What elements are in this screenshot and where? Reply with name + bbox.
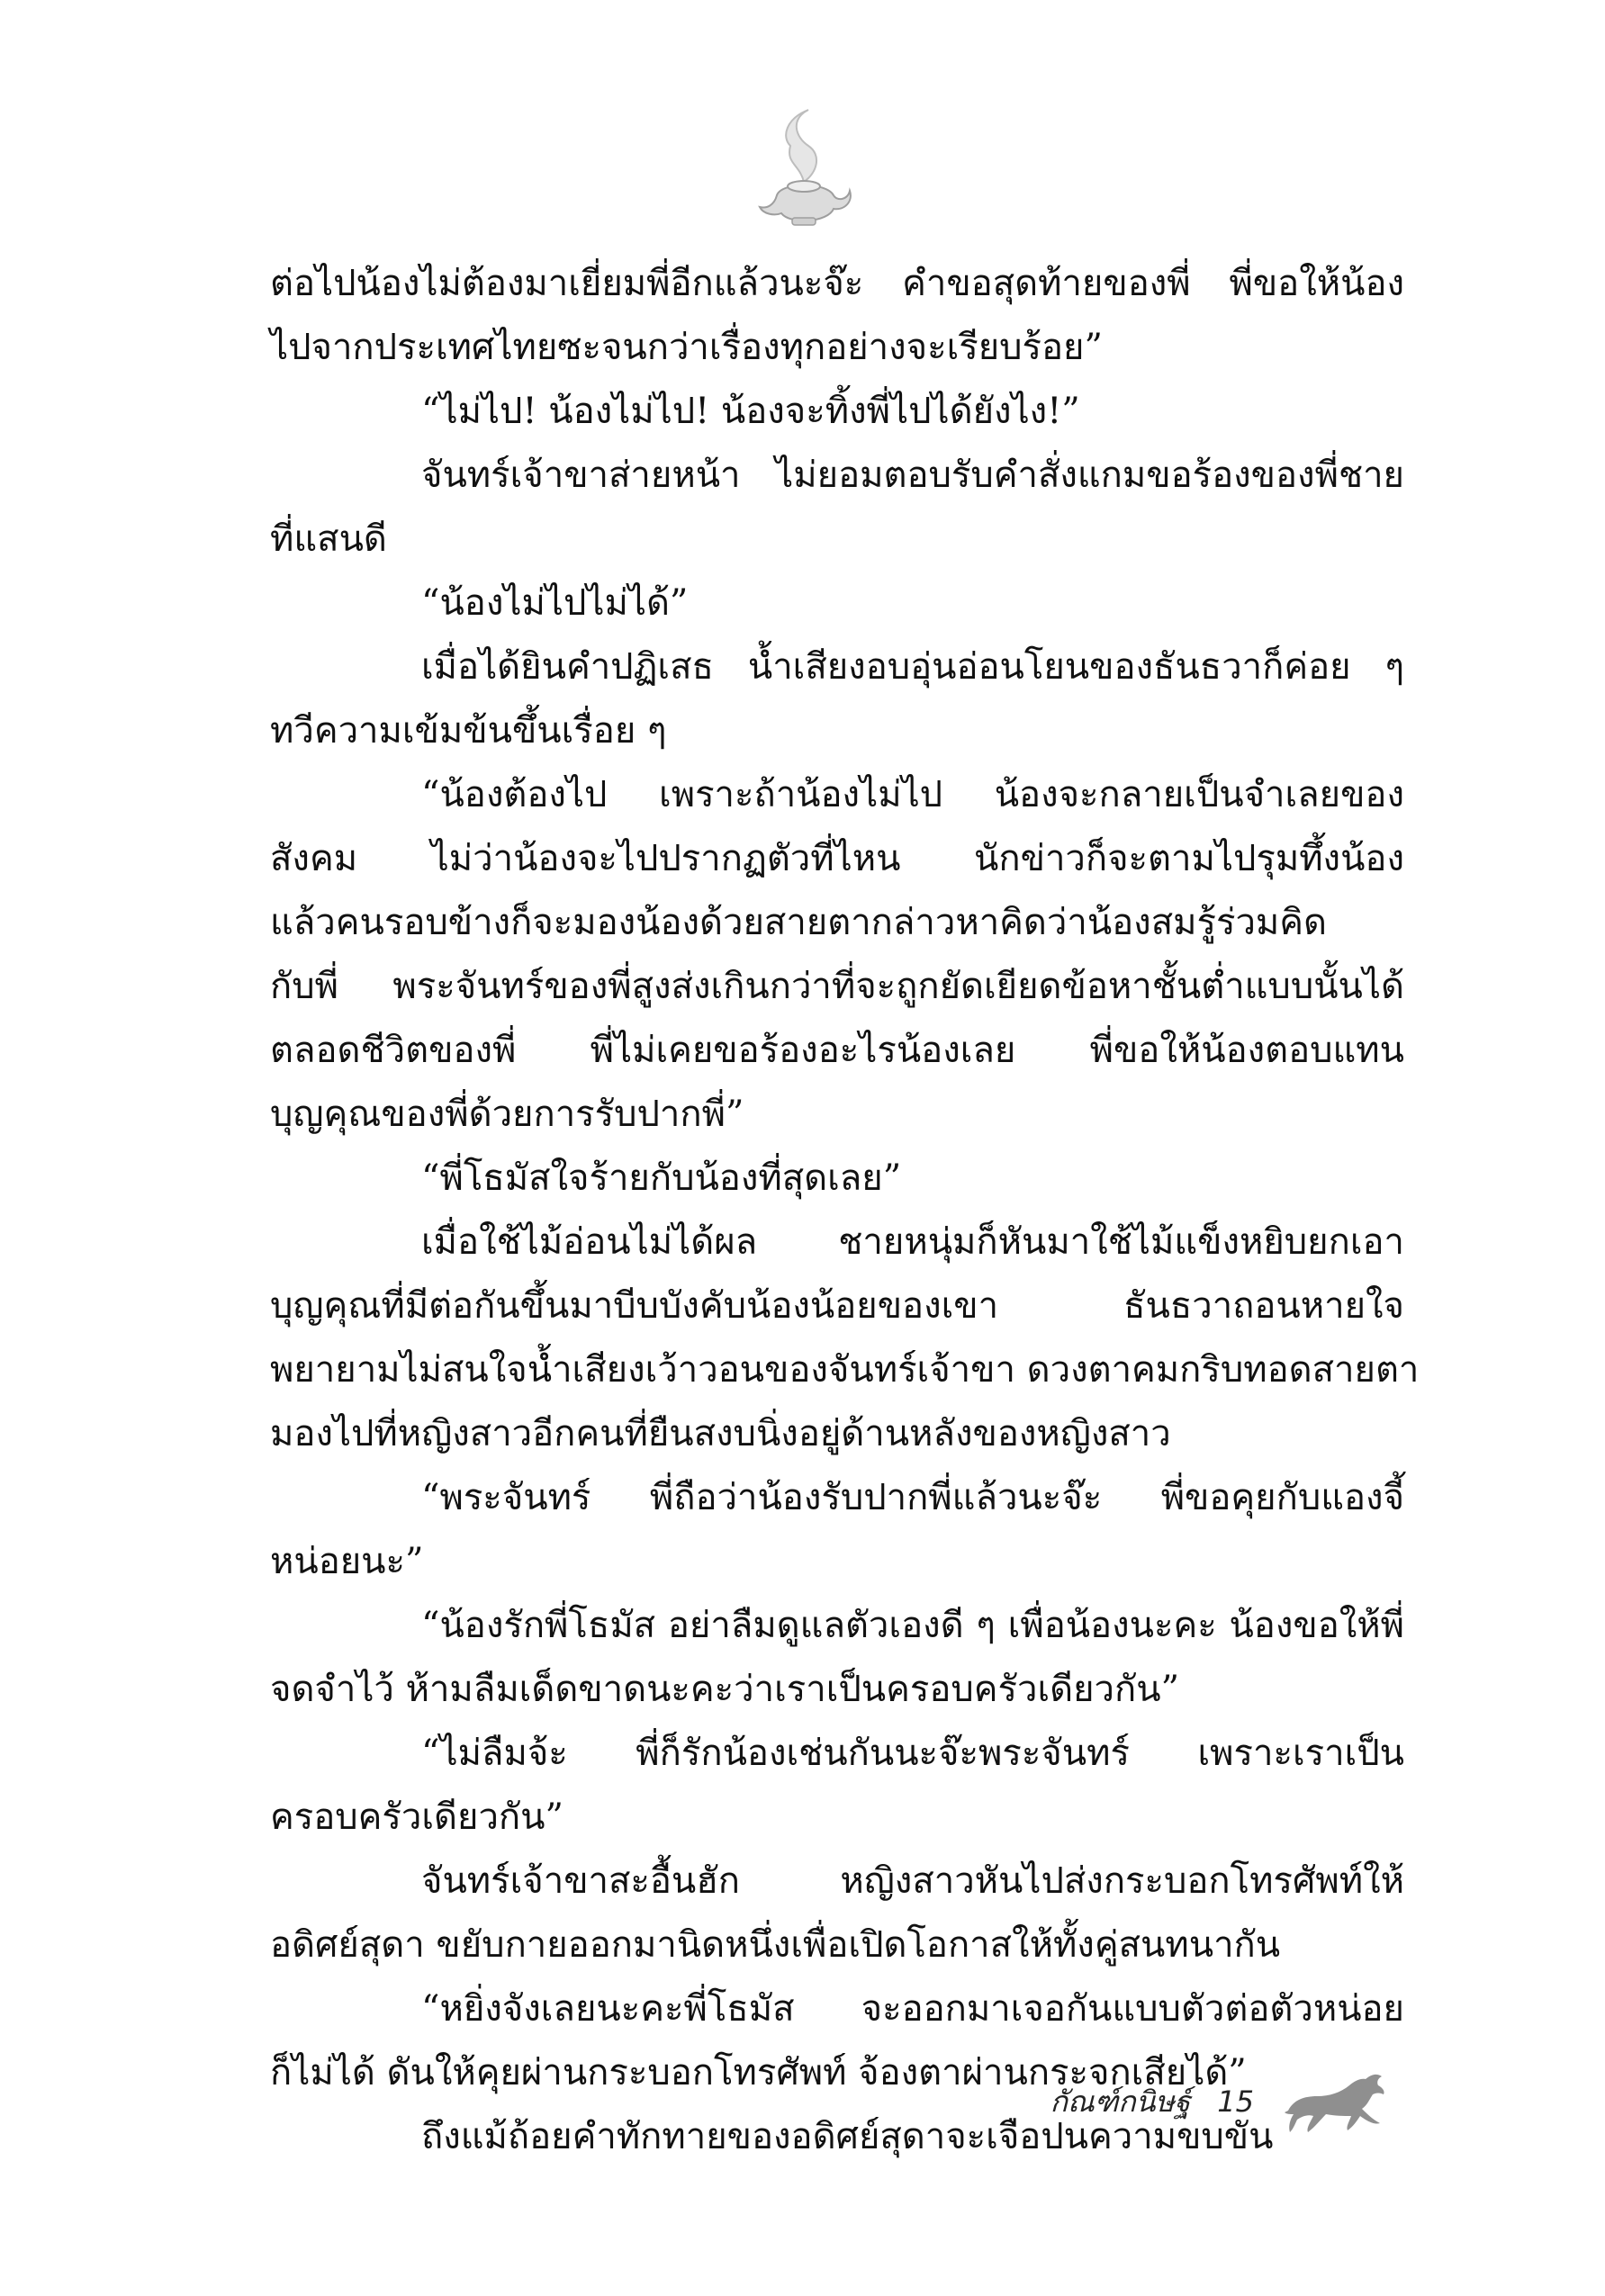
text-line: ก็ไม่ได้ ดันให้คุยผ่านกระบอกโทรศัพท์ จ้องตาผ่านกระจกเสียได้” [270, 2052, 1247, 2093]
text-line: จดจำไว้ ห้ามลืมเด็ดขาดนะคะว่าเราเป็นครอบครัวเดียวกัน” [270, 1669, 1180, 1710]
genie-lamp-icon [754, 101, 853, 236]
text-line: หน่อยนะ” [270, 1541, 424, 1582]
text-line: พยายามไม่สนใจน้ำเสียงเว้าวอนของจันทร์เจ้าขา ดวงตาคมกริบทอดสายตา [270, 1349, 1420, 1391]
text-line: “พี่โธมัสใจร้ายกับน้องที่สุดเลย” [421, 1157, 902, 1199]
text-line: “น้องรักพี่โธมัส อย่าลืมดูแลตัวเองดี ๆ เพื่อน้องนะคะ น้องขอให้พี่ [421, 1605, 1404, 1646]
text-line: จันทร์เจ้าขาส่ายหน้า ไม่ยอมตอบรับคำสั่งแกมขอร้องของพี่ชาย [421, 455, 1404, 496]
text-line: “น้องต้องไป เพราะถ้าน้องไม่ไป น้องจะกลายเป็นจำเลยของ [421, 774, 1404, 815]
text-line: กับพี่ พระจันทร์ของพี่สูงส่งเกินกว่าที่จะถูกยัดเยียดข้อหาชั้นต่ำแบบนั้นได้ [270, 966, 1404, 1007]
text-line: แล้วคนรอบข้างก็จะมองน้องด้วยสายตากล่าวหาคิดว่าน้องสมรู้ร่วมคิด [270, 902, 1328, 943]
text-line: “พระจันทร์ พี่ถือว่าน้องรับปากพี่แล้วนะจ๊ะ พี่ขอคุยกับแองจี้ [421, 1477, 1404, 1518]
page-footer [1050, 2066, 1389, 2138]
text-line: บุญคุณของพี่ด้วยการรับปากพี่” [270, 1094, 744, 1135]
text-line: ครอบครัวเดียวกัน” [270, 1796, 564, 1838]
text-line: ทวีความเข้มข้นขึ้นเรื่อย ๆ [270, 710, 667, 752]
text-line: ไปจากประเทศไทยซะจนกว่าเรื่องทุกอย่างจะเรียบร้อย” [270, 327, 1103, 368]
text-line: “ไม่ไป! น้องไม่ไป! น้องจะทิ้งพี่ไปได้ยังไง!” [421, 391, 1080, 432]
text-line: ที่แสนดี [270, 518, 387, 560]
text-line: อดิศย์สุดา ขยับกายออกมานิดหนึ่งเพื่อเปิดโอกาสให้ทั้งคู่สนทนากัน [270, 1924, 1281, 1966]
text-line: ถึงแม้ถ้อยคำทักทายของอดิศย์สุดาจะเจือปนความขบขัน [421, 2116, 1274, 2157]
running-horse-icon [1281, 2066, 1389, 2138]
text-line: “หยิ่งจังเลยนะคะพี่โธมัส จะออกมาเจอกันแบบตัวต่อตัวหน่อย [421, 1988, 1404, 2030]
text-line: จันทร์เจ้าขาสะอื้นฮัก หญิงสาวหันไปส่งกระบอกโทรศัพท์ให้ [421, 1860, 1404, 1902]
text-line: เมื่อได้ยินคำปฏิเสธ น้ำเสียงอบอุ่นอ่อนโยนของธันธวาก็ค่อย ๆ [421, 646, 1404, 688]
text-line: ตลอดชีวิตของพี่ พี่ไม่เคยขอร้องอะไรน้องเลย พี่ขอให้น้องตอบแทน [270, 1030, 1404, 1071]
text-line: บุญคุณที่มีต่อกันขึ้นมาบีบบังคับน้องน้อยของเขา ธันธวาถอนหายใจ [270, 1285, 1404, 1327]
text-line: สังคม ไม่ว่าน้องจะไปปรากฏตัวที่ไหน นักข่าวก็จะตามไปรุมทึ้งน้อง [270, 838, 1404, 879]
book-title: กัณฑ์กนิษฐ์ [1050, 2084, 1191, 2119]
text-line: “น้องไม่ไปไม่ได้” [421, 582, 689, 624]
text-line: เมื่อใช้ไม้อ่อนไม่ได้ผล ชายหนุ่มก็หันมาใช้ไม้แข็งหยิบยกเอา [421, 1221, 1404, 1263]
text-line: มองไปที่หญิงสาวอีกคนที่ยืนสงบนิ่งอยู่ด้านหลังของหญิงสาว [270, 1413, 1171, 1454]
page-number: 15 [1217, 2084, 1254, 2119]
text-line: “ไม่ลืมจ้ะ พี่ก็รักน้องเช่นกันนะจ๊ะพระจันทร์ เพราะเราเป็น [421, 1733, 1404, 1774]
text-line: ต่อไปน้องไม่ต้องมาเยี่ยมพี่อีกแล้วนะจ๊ะ คำขอสุดท้ายของพี่ พี่ขอให้น้อง [270, 263, 1404, 304]
